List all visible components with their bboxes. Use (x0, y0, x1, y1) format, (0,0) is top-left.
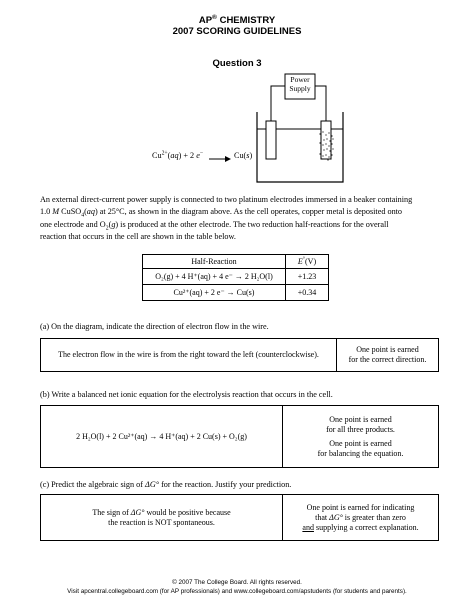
table-header-reaction: Half-Reaction (143, 255, 286, 269)
part-b-question: (b) Write a balanced net ionic equation for the electrolysis reaction that occurs in the cell. (40, 390, 333, 399)
part-a-box (40, 338, 439, 372)
table-cell-value: +1.23 (286, 269, 329, 285)
table-row (143, 269, 329, 285)
part-b-answer: 2 H₂O(l) + 2 Cu²⁺(aq) → 4 H⁺(aq) + 2 Cu(s) + O₂(g) (76, 431, 247, 441)
right-electrode (321, 121, 331, 159)
table-row (143, 285, 329, 301)
footer-visit: Visit apcentral.collegeboard.com (for AP professionals) and www.collegeboard.com/apstudents (for students and parents). (67, 588, 407, 595)
header-line-1: AP® CHEMISTRY (198, 13, 276, 26)
table-cell-value: +0.34 (286, 285, 329, 301)
left-electrode (266, 121, 276, 159)
table-cell-reaction: Cu²⁺(aq) + 2 e⁻ → Cu(s) (143, 285, 286, 301)
part-b-points: One point is earned for all three products. One point is earned for balancing the equation. (282, 406, 438, 467)
table-cell-reaction: O₂(g) + 4 H⁺(aq) + 4 e⁻ → 2 H₂O(l) (143, 269, 286, 285)
question-title: Question 3 (212, 58, 262, 69)
intro-paragraph (40, 194, 440, 244)
table-header-row (143, 255, 329, 269)
intro-line-4: reaction that occurs in the cell are shown in the table below. (40, 232, 236, 242)
header-line-2: 2007 SCORING GUIDELINES (172, 26, 302, 37)
part-c-question: (c) Predict the algebraic sign of ΔG° for the reaction. Justify your prediction. (40, 480, 292, 489)
part-a-points: One point is earned for the correct direction. (336, 339, 438, 371)
half-reaction-table (142, 254, 329, 301)
table-header-potential: E°(V) (286, 255, 329, 269)
part-a-question: (a) On the diagram, indicate the direction of electron flow in the wire. (40, 322, 269, 331)
electrolysis-diagram (255, 72, 375, 187)
footer (0, 578, 474, 596)
wire-right (315, 86, 326, 121)
intro-line-3: one electrode and $O_2(g)$ is produced at the other electrode. The two reduction half-reactions for the overall (40, 219, 389, 232)
footer-copyright: © 2007 The College Board. All rights reserved. (172, 579, 302, 586)
part-c-points: One point is earned for indicating that ΔG° is greater than zero and supplying a correct explanation. (282, 495, 438, 540)
intro-line-2: 1.0 M CuSO$_4$(aq) at 25°C, as shown in the diagram above. As the cell operates, copper metal is deposited onto (40, 207, 403, 220)
part-c-answer: The sign of ΔG° would be positive because the reaction is NOT spontaneous. (92, 507, 231, 527)
cathode-reaction: $Cu^{2+}(aq) + 2$ e− (152, 150, 204, 160)
reaction-product: Cu(s) (234, 151, 253, 160)
power-supply-label: Power Supply (289, 75, 311, 93)
part-b-box (40, 405, 439, 468)
part-c-box (40, 494, 439, 541)
reaction-arrow (208, 151, 232, 161)
intro-line-1: An external direct-current power supply is connected to two platinum electrodes immersed in a beaker containing (40, 195, 413, 204)
part-a-answer: The electron flow in the wire is from the right toward the left (counterclockwise). (58, 350, 319, 359)
wire-left (271, 86, 285, 121)
